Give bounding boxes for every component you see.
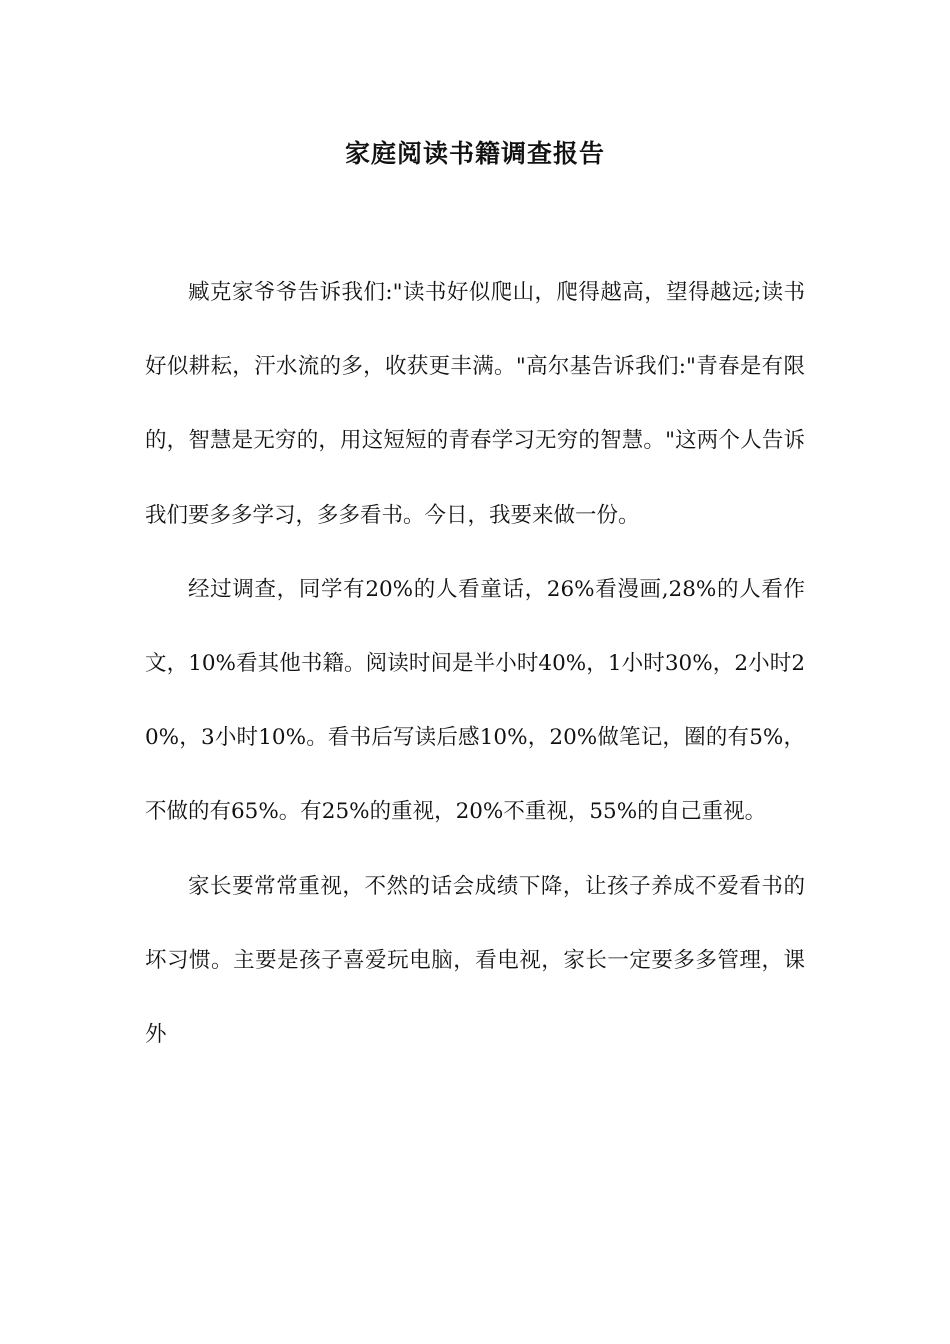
document-body bbox=[145, 256, 805, 1072]
document-title: 家庭阅读书籍调查报告 bbox=[344, 139, 605, 168]
paragraph-parents-advice: 家长要常常重视，不然的话会成绩下降，让孩子养成不爱看书的坏习惯。主要是孩子喜爱玩电脑，看电视，家长一定要多多管理，课外 bbox=[145, 873, 805, 1048]
paragraph-survey-results: 经过调查，同学有20%的人看童话，26%看漫画,28%的人看作文，10%看其他书籍。阅读时间是半小时40%，1小时30%，2小时20%，3小时10%。看书后写读后感10%，20%做笔记，圈的有5%，不做的有65%。有25%的重视，20%不重视，55%的自己重视。 bbox=[145, 576, 805, 825]
paragraph-intro: 臧克家爷爷告诉我们:"读书好似爬山，爬得越高，望得越远;读书好似耕耘，汗水流的多，收获更丰满。"高尔基告诉我们:"青春是有限的，智慧是无穷的，用这短短的青春学习无穷的智慧。"这两个人告诉我们要多多学习，多多看书。今日，我要来做一份。 bbox=[145, 280, 805, 528]
